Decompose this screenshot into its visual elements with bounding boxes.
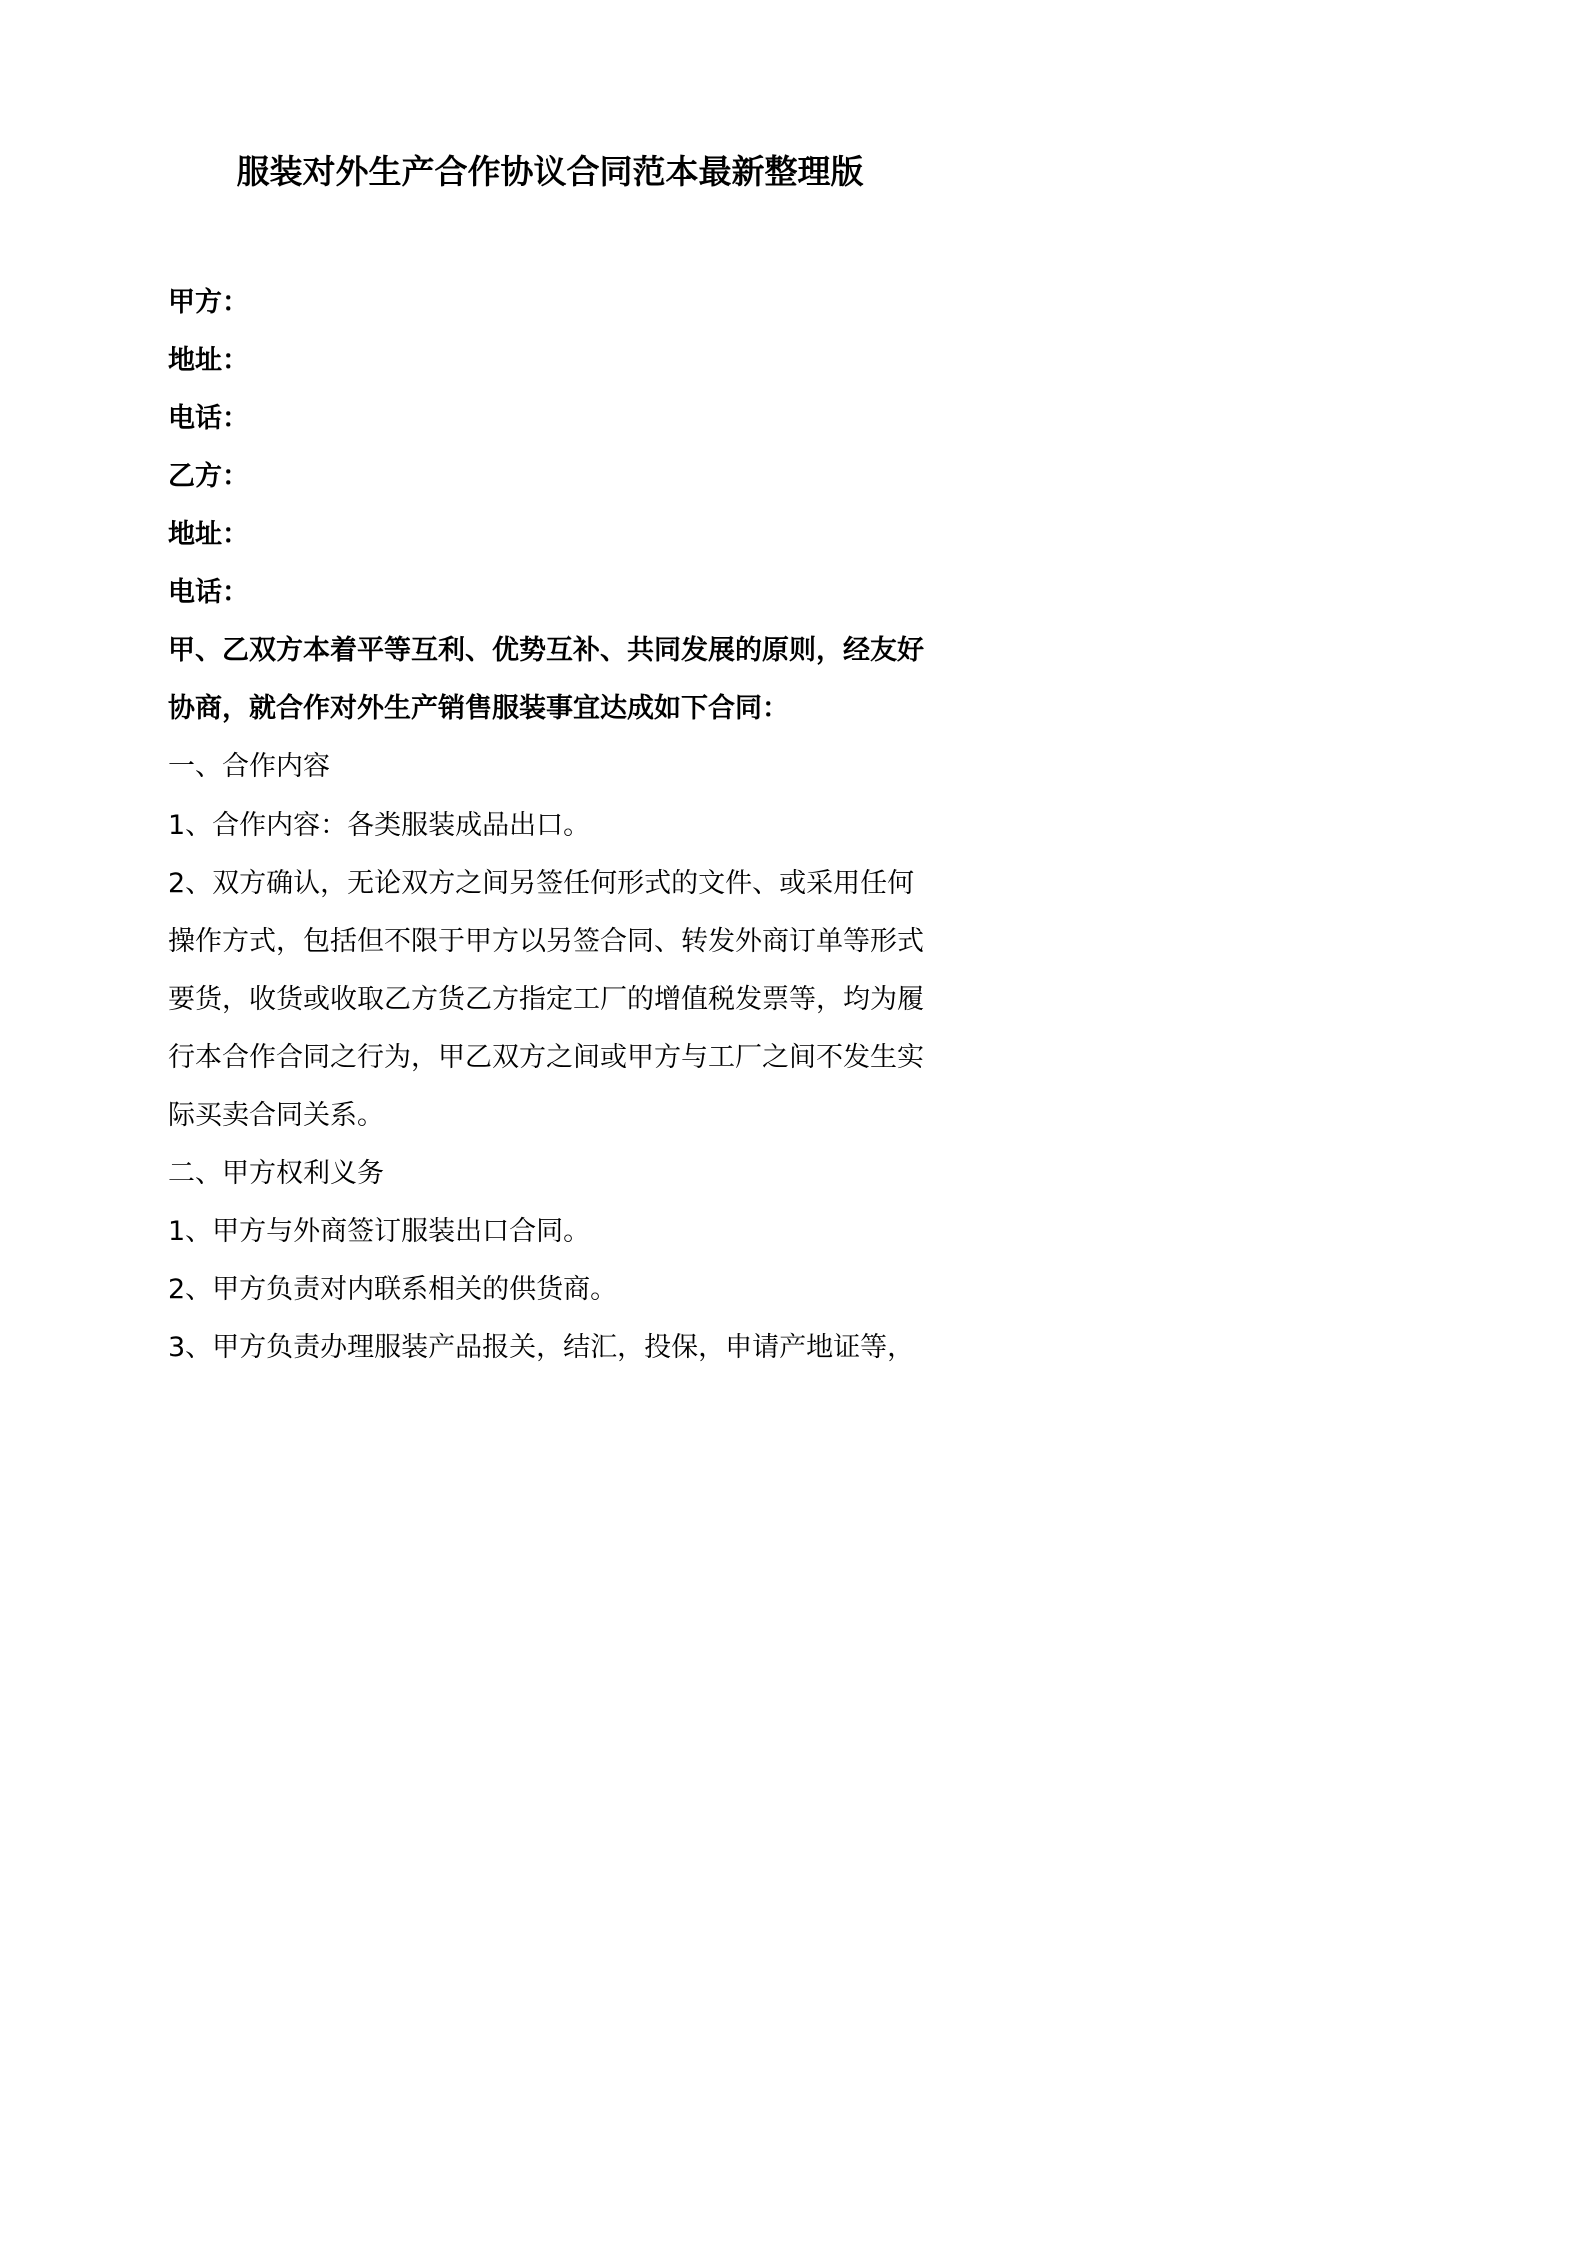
party-a-label: 甲方：	[168, 287, 249, 318]
party-b-label: 乙方：	[168, 461, 249, 492]
party-a-phone-label: 电话：	[168, 403, 249, 434]
section-1-heading: 一、合作内容	[168, 751, 330, 782]
party-b-phone-label: 电话：	[168, 577, 249, 608]
section-2-heading: 二、甲方权利义务	[168, 1158, 384, 1189]
section-2-item-2: 2、甲方负责对内联系相关的供货商。	[168, 1274, 618, 1305]
document-title: 服装对外生产合作协议合同范本最新整理版	[236, 152, 864, 191]
section-2-item-3: 3、甲方负责办理服装产品报关，结汇，投保，申请产地证等，	[168, 1332, 915, 1363]
section-1-item-2-line-4: 行本合作合同之行为，甲乙双方之间或甲方与工厂之间不发生实	[168, 1042, 924, 1073]
party-b-address-label: 地址：	[168, 519, 249, 550]
section-1-item-1: 1、合作内容：各类服装成品出口。	[168, 810, 591, 841]
section-2-item-1: 1、甲方与外商签订服装出口合同。	[168, 1216, 591, 1247]
intro-line-1: 甲、乙双方本着平等互利、优势互补、共同发展的原则，经友好	[168, 635, 924, 666]
section-1-item-2-line-2: 操作方式，包括但不限于甲方以另签合同、转发外商订单等形式	[168, 926, 924, 957]
section-1-item-2-line-5: 际买卖合同关系。	[168, 1100, 384, 1131]
document-page	[0, 0, 1100, 1554]
party-a-address-label: 地址：	[168, 345, 249, 376]
intro-line-2: 协商，就合作对外生产销售服装事宜达成如下合同：	[168, 693, 789, 724]
section-1-item-2-line-3: 要货，收货或收取乙方货乙方指定工厂的增值税发票等，均为履	[168, 984, 924, 1015]
section-1-item-2-line-1: 2、双方确认，无论双方之间另签任何形式的文件、或采用任何	[168, 868, 915, 899]
